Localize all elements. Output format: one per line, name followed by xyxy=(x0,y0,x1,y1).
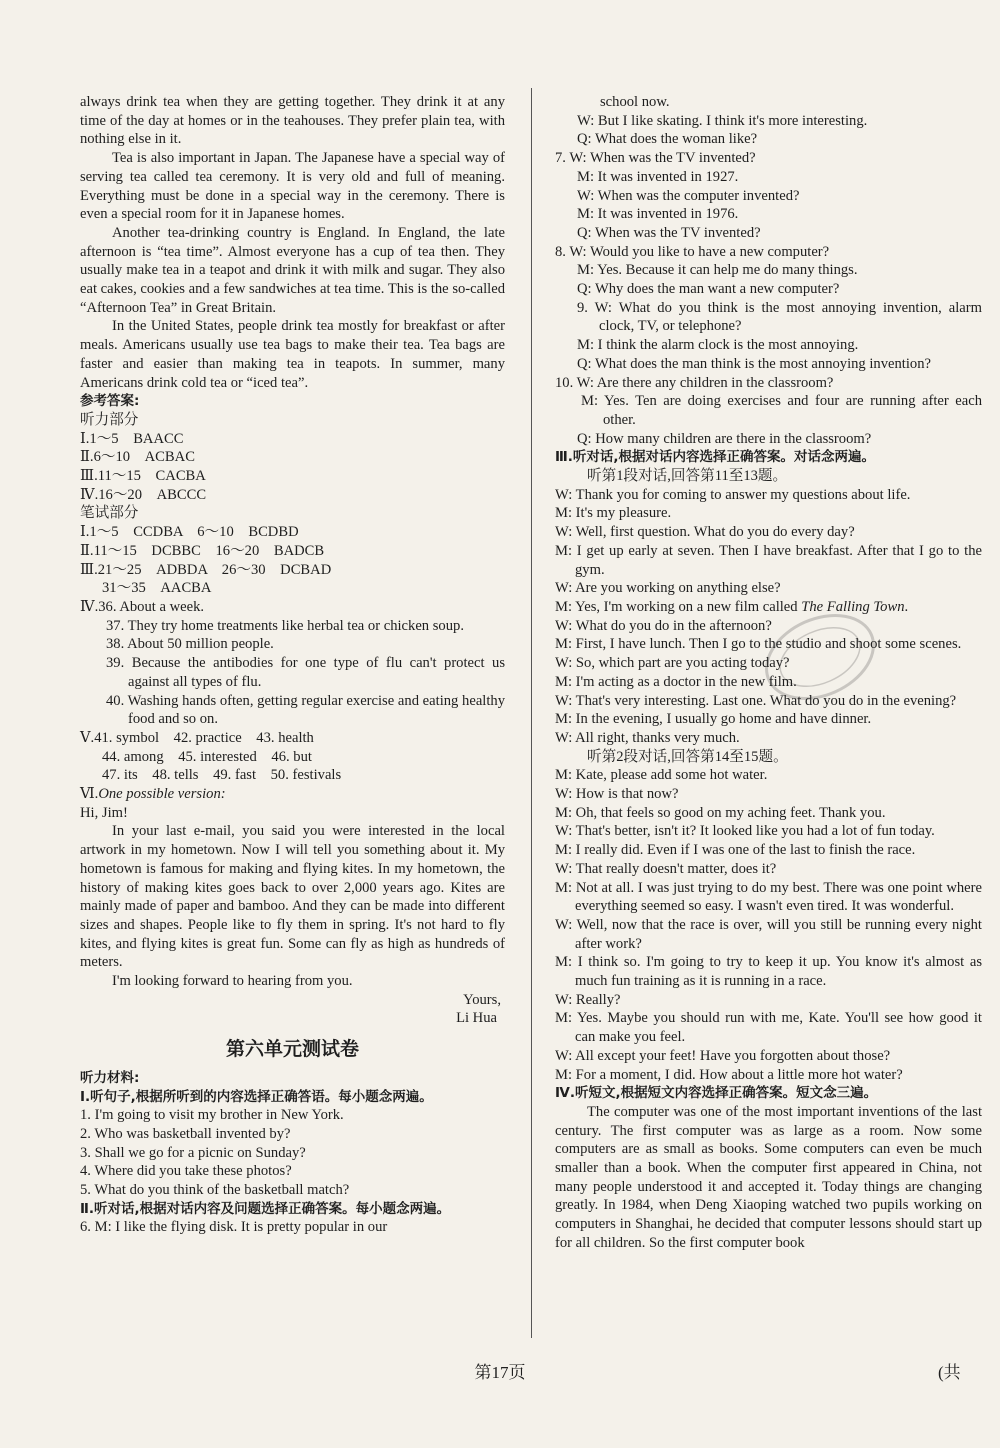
written-heading: 笔试部分 xyxy=(80,505,139,522)
answer-40: 40. Washing hands often, getting regular exercise and eating healthy food and so on. xyxy=(106,692,505,728)
answer-36: Ⅳ.36. About a week. xyxy=(80,598,205,615)
computer-passage: The computer was one of the most important inventions of the last century. The first computer was as large as a room. Now some computers are as small as books. Some computers can even be much smaller than a book. When the computer first appeared in China, not many people understood it and accepted it. Today things are changing greatly. In 1984, when Deng Xiaoping watched two pupils working on computers in Shanghai, he decided that computer lessons should start up for all children. So the first computer book xyxy=(555,1103,982,1251)
dialog-line: W: Thank you for coming to answer my questions about life. xyxy=(555,486,911,503)
section-v-answers: 44. among 45. interested 46. but xyxy=(102,748,312,765)
dialog-line: M: I think so. I'm going to try to keep it up. You know it's almost as much fun training as it is running in a race. xyxy=(555,954,982,990)
answer-39: 39. Because the antibodies for one type of flu can't protect us against all types of flu. xyxy=(106,655,505,690)
sentence-item: 1. I'm going to visit my brother in New York. xyxy=(80,1107,344,1124)
dialog-line: W: Well, now that the race is over, will you still be running every night after work? xyxy=(555,916,982,952)
written-answer: 31～35 AACBA xyxy=(102,580,212,597)
dialog-line: M: Kate, please add some hot water. xyxy=(555,767,768,784)
dialog-line: Q: Why does the man want a new computer? xyxy=(577,281,840,298)
answers-heading: 参考答案: xyxy=(80,393,140,410)
sentence-item: 3. Shall we go for a picnic on Sunday? xyxy=(80,1144,306,1161)
listening-answer: Ⅳ.16～20 ABCCC xyxy=(80,486,207,503)
listening-answer: Ⅲ.11～15 CACBA xyxy=(80,468,206,485)
dialog-item-6: 6. M: I like the flying disk. It is pretty popular in our xyxy=(80,1219,388,1236)
dialog-item-9: 9. W: What do you think is the most annoying invention, alarm clock, TV, or telephone? xyxy=(577,299,982,335)
dialog-line: M: First, I have lunch. Then I go to the studio and shoot some scenes. xyxy=(555,636,962,653)
dialog-line: M: It's my pleasure. xyxy=(555,505,672,522)
tea-paragraph-1: always drink tea when they are getting together. They drink it at any time of the day at homes or in the teahouses. They prefer plain tea, with nothing else in it. xyxy=(80,94,505,148)
dialog-line: W: How is that now? xyxy=(555,786,679,803)
dialog-line: W: Really? xyxy=(555,991,621,1008)
section-4-instruction: Ⅳ.听短文,根据短文内容选择正确答案。短文念三遍。 xyxy=(555,1085,878,1102)
dialog-item-8: 8. W: Would you like to have a new computer? xyxy=(555,243,830,260)
tea-paragraph-us: In the United States, people drink tea mostly for breakfast or after meals. Americans usually use tea bags to make their tea. Tea bags are faster and easier than making tea in teapots. In summer, many Americans drink cold tea or “iced tea”. xyxy=(80,318,505,391)
letter-signature: Li Hua xyxy=(456,1010,497,1027)
dialog-line: W: Are you working on anything else? xyxy=(555,580,781,597)
dialog-line: M: Yes. Maybe you should run with me, Kate. You'll see how good it can make you feel. xyxy=(555,1010,982,1046)
dialog-line: W: So, which part are you acting today? xyxy=(555,655,790,672)
dialog-line: W: That's very interesting. Last one. What do you do in the evening? xyxy=(555,692,957,709)
dialog-line: M: It was invented in 1927. xyxy=(577,168,739,185)
dialog-line: M: Not at all. I was just trying to do my best. There was one point where everything seemed so easy. I wasn't even tired. It was wonderful. xyxy=(555,879,982,915)
section-vi-text: One possible version: xyxy=(98,786,226,803)
dialog-line: M: For a moment, I did. How about a little more hot water? xyxy=(555,1066,903,1083)
dialog-line: M: Yes, I'm working on a new film called The Falling Town. xyxy=(555,598,909,615)
tea-paragraph-japan: Tea is also important in Japan. The Japanese have a special way of serving tea called tea ceremony. It is very old and full of meaning. Everything must be done in a special way in the ceremony. There is even a special room for it in Japanese homes. xyxy=(80,150,505,223)
dialog-line: Q: What does the man think is the most annoying invention? xyxy=(577,355,931,372)
dialog-line: W: When was the computer invented? xyxy=(577,187,800,204)
dialog-item-10: 10. W: Are there any children in the classroom? xyxy=(555,374,834,391)
column-divider xyxy=(531,88,532,1338)
dialog-line: M: Oh, that feels so good on my aching feet. Thank you. xyxy=(555,804,886,821)
sentence-item: 2. Who was basketball invented by? xyxy=(80,1125,291,1142)
sentence-item: 5. What do you think of the basketball match? xyxy=(80,1182,350,1199)
dialog-line: W: That's better, isn't it? It looked like you had a lot of fun today. xyxy=(555,823,935,840)
dialog-line: Q: What does the woman like? xyxy=(577,131,758,148)
dialog-item-7: 7. W: When was the TV invented? xyxy=(555,150,756,167)
dialog-line: Q: When was the TV invented? xyxy=(577,224,761,241)
listening-heading: 听力部分 xyxy=(80,411,139,428)
letter-closing: Yours, xyxy=(463,991,501,1008)
dialog-line: W: All except your feet! Have you forgotten about those? xyxy=(555,1047,891,1064)
letter-body: In your last e-mail, you said you were interested in the local artwork in my hometown. Now I will tell you something about it. My hometown is famous for making and flying kites. In my hometown, the history of making kites goes back to over 2,000 years ago. Kites are mainly made of paper and bamboo. And they can be made into different sizes and shapes. People like to fly them in spring. It's not hard to fly kites, and flying kites is great fun. Some can fly as high as hundreds of meters. xyxy=(80,823,505,971)
answer-37: 37. They try home treatments like herbal tea or chicken soup. xyxy=(106,617,464,634)
dialog-line: M: I think the alarm clock is the most annoying. xyxy=(577,337,859,354)
section-vi-number: Ⅵ. xyxy=(80,786,99,803)
dialog-line: M: Yes. Ten are doing exercises and four are running after each other. xyxy=(581,393,982,428)
answer-38: 38. About 50 million people. xyxy=(106,636,274,653)
dialog-line: M: I'm acting as a doctor in the new film. xyxy=(555,673,797,690)
section-vi-label xyxy=(80,785,505,804)
dialog-line: W: What do you do in the afternoon? xyxy=(555,617,772,634)
dialog-line: M: I get up early at seven. Then I have breakfast. After that I go to the gym. xyxy=(555,542,982,578)
segment-1-label: 听第1段对话,回答第11至13题。 xyxy=(587,468,788,485)
sentence-item: 4. Where did you take these photos? xyxy=(80,1163,292,1180)
listening-answer: Ⅱ.6～10 ACBAC xyxy=(80,449,195,466)
dialog-line: M: I really did. Even if I was one of the last to finish the race. xyxy=(555,842,916,859)
dialog-line: W: But I like skating. I think it's more interesting. xyxy=(577,112,868,129)
section-v-answers: 47. its 48. tells 49. fast 50. festivals xyxy=(102,767,342,784)
dialog-line: M: Yes. Because it can help me do many things. xyxy=(577,262,858,279)
dialog-line: W: That really doesn't matter, does it? xyxy=(555,860,777,877)
film-title: The Falling Town xyxy=(801,598,905,615)
section-2-instruction: Ⅱ.听对话,根据对话内容及问题选择正确答案。每小题念两遍。 xyxy=(80,1200,451,1217)
written-answer: Ⅲ.21～25 ADBDA 26～30 DCBAD xyxy=(80,561,332,578)
written-answer: Ⅱ.11～15 DCBBC 16～20 BADCB xyxy=(80,542,325,559)
letter-greeting: Hi, Jim! xyxy=(80,804,128,821)
listening-answer: Ⅰ.1～5 BAACC xyxy=(80,430,184,447)
unit-title: 第六单元测试卷 xyxy=(225,1038,359,1061)
written-answer: Ⅰ.1～5 CCDBA 6～10 BCDBD xyxy=(80,524,299,541)
dialog-line: M: It was invented in 1976. xyxy=(577,206,739,223)
dialog-line: W: Well, first question. What do you do every day? xyxy=(555,524,855,541)
section-3-instruction: Ⅲ.听对话,根据对话内容选择正确答案。对话念两遍。 xyxy=(555,449,876,466)
letter-closing-line: I'm looking forward to hearing from you. xyxy=(112,973,353,990)
left-column xyxy=(80,93,505,1237)
dialog-line: Q: How many children are there in the classroom? xyxy=(577,430,872,447)
tea-paragraph-england: Another tea-drinking country is England. In England, the late afternoon is “tea time”. Almost everyone has a cup of tea then. They usually make tea in a teapot and drink it with milk and sugar. They also eat cakes, cookies and a few sandwiches at tea time. This is the so-called “Afternoon Tea” in Great Britain. xyxy=(80,224,505,316)
page-number: 第17页 xyxy=(474,1363,526,1382)
film-line: M: Yes, I'm working on a new film called xyxy=(555,598,798,615)
dialog-line: M: In the evening, I usually go home and have dinner. xyxy=(555,711,872,728)
page-total-cut: (共 xyxy=(938,1363,961,1382)
segment-2-label: 听第2段对话,回答第14至15题。 xyxy=(587,748,788,765)
dialog-continuation: school now. xyxy=(600,94,670,110)
dialog-line: W: All right, thanks very much. xyxy=(555,729,740,746)
listening-material-heading: 听力材料: xyxy=(80,1069,140,1086)
section-v-answers: Ⅴ.41. symbol 42. practice 43. health xyxy=(80,729,314,746)
section-1-instruction: Ⅰ.听句子,根据所听到的内容选择正确答语。每小题念两遍。 xyxy=(80,1088,433,1105)
